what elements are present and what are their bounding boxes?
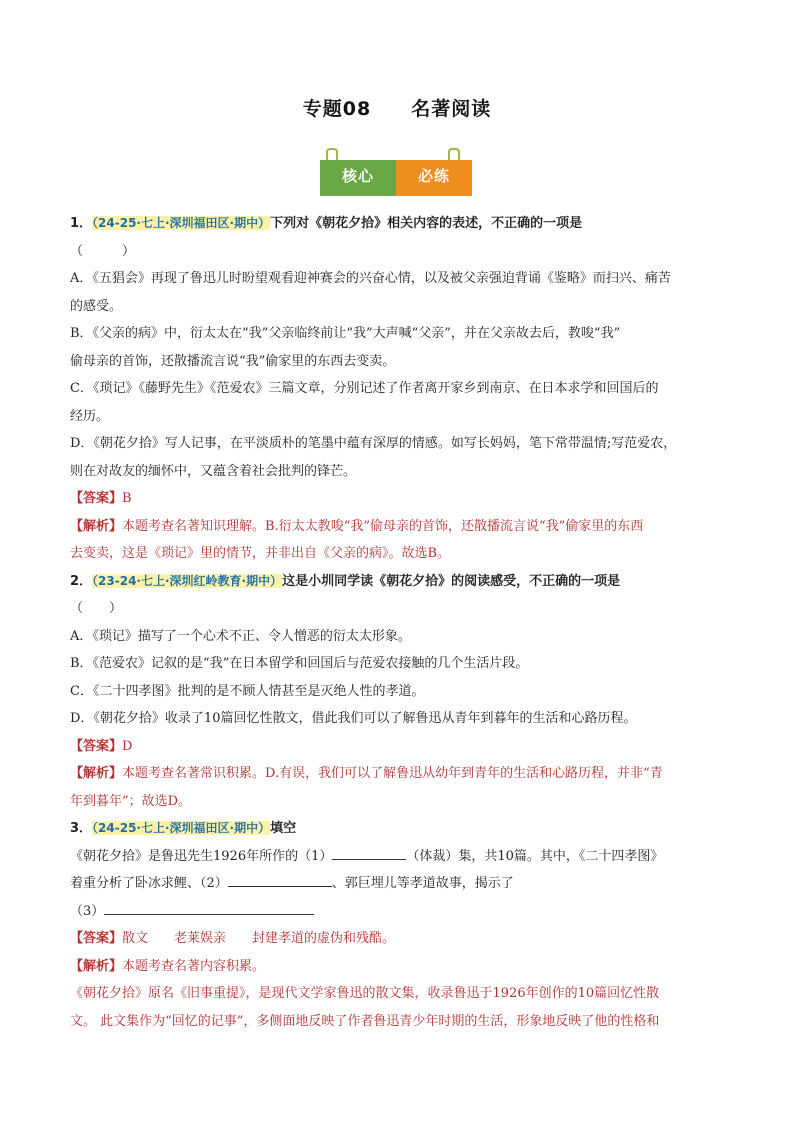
option-a: A．《五猖会》再现了鲁迅儿时盼望观看迎神赛会的兴奋心情，以及被父亲强迫背诵《鉴略》而扫兴、痛苦 <box>70 271 671 286</box>
answer-line <box>70 925 730 953</box>
badge-right-label: 必练 <box>418 167 451 185</box>
answer-tag: 【答案】 <box>70 931 123 946</box>
option-a: A．《琐记》描写了一个心术不正、令人憎恶的衍太太形象。 <box>70 628 411 644</box>
question-number: 3． <box>70 821 93 836</box>
analysis-text: 本题考查名著常识积累。D.有误，我们可以了解鲁迅从幼年到青年的生活和心路历程，并非“青 <box>122 766 663 781</box>
question-stem: 下列对《朝花夕拾》相关内容的表述，不正确的一项是 <box>270 216 583 231</box>
blank-3[interactable] <box>104 900 314 915</box>
answer-paren: （ ） <box>70 601 123 616</box>
analysis-tag: 【解析】 <box>70 766 123 781</box>
answer-paren: （ ） <box>70 243 136 259</box>
fill-line-1 <box>70 843 730 871</box>
title-topic-name: 名著阅读 <box>411 98 492 120</box>
analysis-line <box>70 513 730 541</box>
analysis-tag: 【解析】 <box>70 518 123 534</box>
answer-value: 散文 老莱娱亲 封建孝道的虚伪和残酷。 <box>122 931 396 946</box>
answer-line <box>70 733 730 761</box>
fill-line-3 <box>70 898 730 926</box>
option-d: D．《朝花夕拾》写人记事，在平淡质朴的笔墨中蕴有深厚的情感。如写长妈妈，笔下常带温情;写范爱农， <box>70 436 677 451</box>
analysis-line <box>70 953 730 981</box>
option-d-cont: 则在对故友的缅怀中，又蕴含着社会批判的锋芒。 <box>70 463 357 479</box>
question-stem: 这是小圳同学读《朝花夕拾》的阅读感受，不正确的一项是 <box>282 573 621 589</box>
analysis-text-cont: 去变卖，这是《琐记》里的情节，并非出自《父亲的病》。故选B。 <box>70 546 451 561</box>
fill-text: 着重分析了卧冰求鲤、（2） <box>70 876 228 891</box>
question-1-header <box>70 210 730 238</box>
question-number: 2． <box>70 573 93 589</box>
fill-text: 《朝花夕拾》是鲁迅先生1926年所作的（1） <box>70 848 333 864</box>
question-source: （23-24·七上·深圳红岭教育·期中） <box>92 573 283 588</box>
answer-tag: 【答案】 <box>70 738 123 754</box>
option-b-cont: 偷母亲的首饰，还散播流言说“我”偷家里的东西去变卖。 <box>70 353 396 369</box>
fill-text: （3） <box>70 903 105 919</box>
page-title <box>0 94 794 121</box>
badge-left-label: 核心 <box>342 167 375 185</box>
answer-value: D <box>122 738 133 754</box>
fill-line-2 <box>70 870 730 898</box>
question-3-header <box>70 815 730 843</box>
option-c: C．《琐记》《藤野先生》《范爱农》三篇文章，分别记述了作者离开家乡到南京、在日本求学和回国后的 <box>70 381 659 396</box>
question-2-header <box>70 568 730 596</box>
analysis-line <box>70 760 730 788</box>
blank-1[interactable] <box>332 845 406 860</box>
analysis-tag: 【解析】 <box>70 958 123 974</box>
option-c-cont: 经历。 <box>70 408 110 424</box>
answer-line <box>70 485 730 513</box>
fill-text: 、郭巨埋儿等孝道故事，揭示了 <box>331 876 514 891</box>
analysis-text-cont: 《朝花夕拾》原名《旧事重提》，是现代文学家鲁迅的散文集，收录鲁迅于1926年创作的10篇回忆性散 <box>70 986 660 1001</box>
option-c: C．《二十四孝图》批判的是不顾人情甚至是灭绝人性的孝道。 <box>70 683 425 699</box>
question-stem: 填空 <box>270 821 297 836</box>
answer-value: B <box>122 491 132 506</box>
analysis-text: 本题考查名著知识理解。B.衍太太教唆“我”偷母亲的首饰，还散播流言说“我”偷家里的东西 <box>122 518 644 534</box>
section-badge <box>320 148 472 198</box>
analysis-text-cont: 年到暮年”；故选D。 <box>70 793 192 809</box>
question-source: （24-25·七上·深圳福田区·期中） <box>92 216 271 230</box>
analysis-text-cont: 文。 此文集作为“回忆的记事”，多侧面地反映了作者鲁迅青少年时期的生活，形象地反映了他的性格和 <box>70 1013 660 1029</box>
option-a-cont: 的感受。 <box>70 298 123 314</box>
fill-text: （体裁）集，共10篇。其中，《二十四孝图》 <box>406 848 664 864</box>
blank-2[interactable] <box>228 872 332 887</box>
question-list <box>70 210 730 1035</box>
option-b: B．《父亲的病》中，衍太太在“我”父亲临终前让“我”大声喊“父亲”，并在父亲故去后，教唆“我” <box>70 326 621 341</box>
analysis-text: 本题考查名著内容积累。 <box>122 958 266 974</box>
option-d: D．《朝花夕拾》收录了10篇回忆性散文，借此我们可以了解鲁迅从青年到暮年的生活和心路历程。 <box>70 711 637 726</box>
title-topic-number: 专题08 <box>302 98 372 120</box>
question-number: 1． <box>70 216 93 231</box>
question-source: （24-25·七上·深圳福田区·期中） <box>92 821 271 835</box>
option-b: B．《范爱农》记叙的是“我”在日本留学和回国后与范爱农接触的几个生活片段。 <box>70 656 529 671</box>
answer-tag: 【答案】 <box>70 491 123 506</box>
